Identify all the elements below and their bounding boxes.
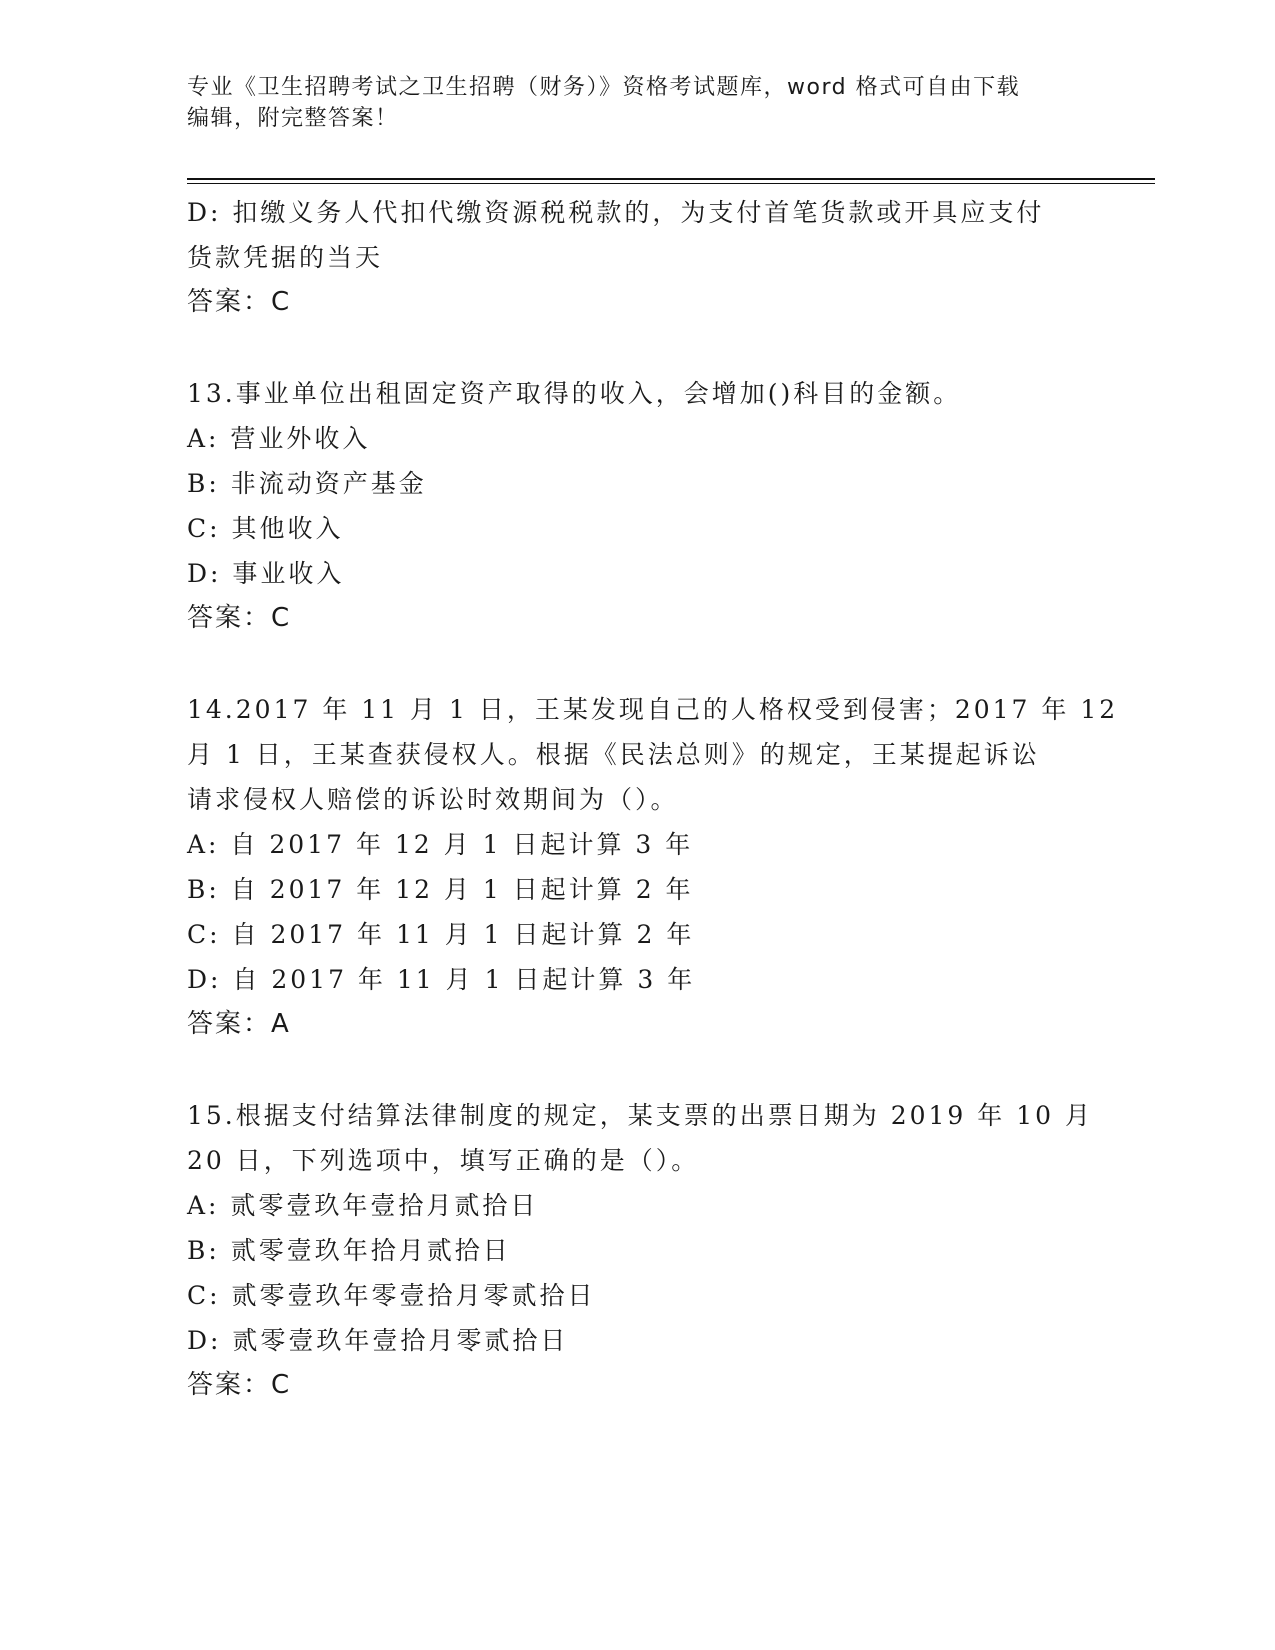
header-line-2: 编辑，附完整答案！ [187, 106, 399, 131]
option-d: D: 扣缴义务人代扣代缴资源税税款的，为支付首笔货款或开具应支付 [187, 198, 1045, 227]
option-c: C: 其他收入 [187, 514, 344, 543]
option-c: C: 贰零壹玖年零壹拾月零贰拾日 [187, 1281, 596, 1310]
option-d: D: 贰零壹玖年壹拾月零贰拾日 [187, 1326, 569, 1355]
question-stem-line-1: 14.2017 年 11 月 1 日，王某发现自己的人格权受到侵害；2017 年 12 [187, 695, 1119, 724]
answer: 答案：C [187, 1370, 292, 1400]
page-header [187, 72, 1087, 134]
answer: 答案：C [187, 603, 292, 633]
option-a: A: 营业外收入 [187, 424, 371, 453]
option-b: B: 贰零壹玖年拾月贰拾日 [187, 1236, 511, 1265]
document-body [187, 190, 1119, 1408]
question-15 [187, 1093, 1093, 1408]
question-stem: 13.事业单位出租固定资产取得的收入，会增加()科目的金额。 [187, 379, 962, 408]
option-a: A: 贰零壹玖年壹拾月贰拾日 [187, 1191, 539, 1220]
header-line-1: 专业《卫生招聘考试之卫生招聘（财务）》资格考试题库，word 格式可自由下载 [187, 75, 1021, 100]
option-d: D: 事业收入 [187, 559, 345, 588]
header-rule-thick [187, 178, 1155, 180]
option-b: B: 非流动资产基金 [187, 469, 427, 498]
question-stem-line-2: 月 1 日，王某查获侵权人。根据《民法总则》的规定，王某提起诉讼 [187, 740, 1040, 769]
answer: 答案：C [187, 287, 292, 317]
question-stem-line-3: 请求侵权人赔偿的诉讼时效期间为（）。 [187, 785, 679, 814]
option-a: A: 自 2017 年 12 月 1 日起计算 3 年 [187, 830, 694, 859]
question-14 [187, 687, 1119, 1047]
header-rule-thin [187, 183, 1155, 184]
question-stem-line-2: 20 日，下列选项中，填写正确的是（）。 [187, 1146, 700, 1175]
option-d: D: 自 2017 年 11 月 1 日起计算 3 年 [187, 965, 696, 994]
option-d-continued: 货款凭据的当天 [187, 243, 384, 272]
option-b: B: 自 2017 年 12 月 1 日起计算 2 年 [187, 875, 694, 904]
question-13 [187, 371, 1087, 641]
answer: 答案：A [187, 1009, 291, 1039]
previous-question-tail [187, 190, 1087, 325]
question-stem-line-1: 15.根据支付结算法律制度的规定，某支票的出票日期为 2019 年 10 月 [187, 1101, 1093, 1130]
option-c: C: 自 2017 年 11 月 1 日起计算 2 年 [187, 920, 695, 949]
